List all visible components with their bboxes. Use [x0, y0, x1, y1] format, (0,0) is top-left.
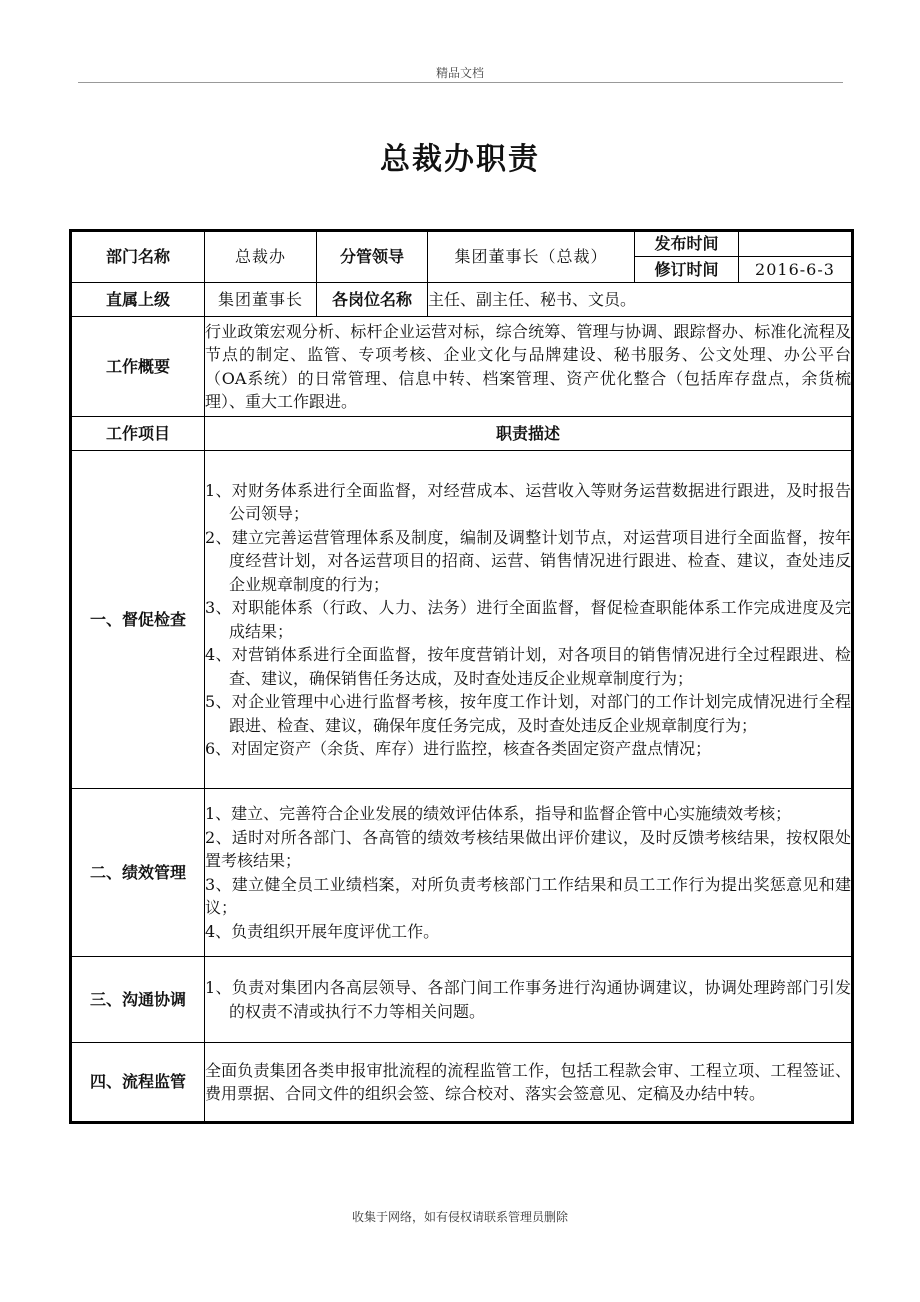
dept-value: 总裁办	[205, 231, 317, 283]
section-label: 二、绩效管理	[71, 789, 205, 957]
section-description	[205, 1043, 853, 1123]
overview-text: 行业政策宏观分析、标杆企业运营对标，综合统筹、管理与协调、跟踪督办、标准化流程及节点的制定、监管、专项考核、企业文化与品牌建设、秘书服务、公文处理、办公平台（OA系统）的日常管理、信息中转、档案管理、资产优化整合（包括库存盘点，余货梳理）、重大工作跟进。	[205, 317, 853, 417]
superior-label: 直属上级	[71, 283, 205, 317]
list-item: 2、建立完善运营管理体系及制度，编制及调整计划节点，对运营项目进行全面监督，按年度经营计划，对各运营项目的招商、运营、销售情况进行跟进、检查、建议，查处违反企业规章制度的行为；	[205, 527, 851, 594]
list-item: 3、对职能体系（行政、人力、法务）进行全面监督，督促检查职能体系工作完成进度及完成结果；	[205, 598, 851, 641]
positions-value: 主任、副主任、秘书、文员。	[428, 283, 853, 317]
list-item: 全面负责集团各类申报审批流程的流程监管工作，包括工程款会审、工程立项、工程签证、费用票据、合同文件的组织会签、综合校对、落实会签意见、定稿及办结中转。	[205, 1060, 851, 1103]
supervisor-value: 集团董事长（总裁）	[428, 231, 635, 283]
column-header-item: 工作项目	[71, 417, 205, 451]
list-item: 5、对企业管理中心进行监督考核，按年度工作计划，对部门的工作计划完成情况进行全程跟进、检查、建议，确保年度任务完成，及时查处违反企业规章制度行为；	[205, 692, 851, 735]
header-divider	[78, 82, 843, 83]
document-title: 总裁办职责	[380, 142, 540, 177]
section-label: 四、流程监管	[71, 1043, 205, 1123]
page-footer: 收集于网络，如有侵权请联系管理员删除	[351, 1210, 568, 1224]
section-description	[205, 957, 853, 1043]
section-label: 三、沟通协调	[71, 957, 205, 1043]
publish-date-label: 发布时间	[635, 231, 739, 257]
revise-date-label: 修订时间	[635, 257, 739, 283]
list-item: 4、负责组织开展年度评优工作。	[205, 921, 440, 941]
list-item: 1、对财务体系进行全面监督，对经营成本、运营收入等财务运营数据进行跟进，及时报告公司领导；	[205, 480, 851, 523]
list-item: 6、对固定资产（余货、库存）进行监控，核查各类固定资产盘点情况；	[205, 739, 712, 758]
responsibility-table	[69, 229, 854, 1124]
dept-label: 部门名称	[71, 231, 205, 283]
list-item: 1、负责对集团内各高层领导、各部门间工作事务进行沟通协调建议，协调处理跨部门引发的权责不清或执行不力等相关问题。	[205, 978, 851, 1021]
revise-date-value: 2016-6-3	[739, 257, 853, 283]
list-item: 1、建立、完善符合企业发展的绩效评估体系，指导和监督企管中心实施绩效考核；	[205, 804, 792, 823]
list-item: 4、对营销体系进行全面监督，按年度营销计划，对各项目的销售情况进行全过程跟进、检查、建议，确保销售任务达成，及时查处违反企业规章制度行为；	[205, 645, 851, 688]
section-description	[205, 789, 853, 957]
list-item: 2、适时对所各部门、各高管的绩效考核结果做出评价建议，及时反馈考核结果，按权限处置考核结果；	[205, 827, 851, 870]
section-description	[205, 451, 853, 789]
publish-date-value	[739, 231, 853, 257]
overview-label: 工作概要	[71, 317, 205, 417]
supervisor-label: 分管领导	[317, 231, 428, 283]
column-header-desc: 职责描述	[205, 417, 853, 451]
positions-label: 各岗位名称	[317, 283, 428, 317]
section-label: 一、督促检查	[71, 451, 205, 789]
page-header: 精品文档	[435, 66, 484, 80]
list-item: 3、建立健全员工业绩档案，对所负责考核部门工作结果和员工工作行为提出奖惩意见和建议；	[205, 874, 851, 917]
superior-value: 集团董事长	[205, 283, 317, 317]
